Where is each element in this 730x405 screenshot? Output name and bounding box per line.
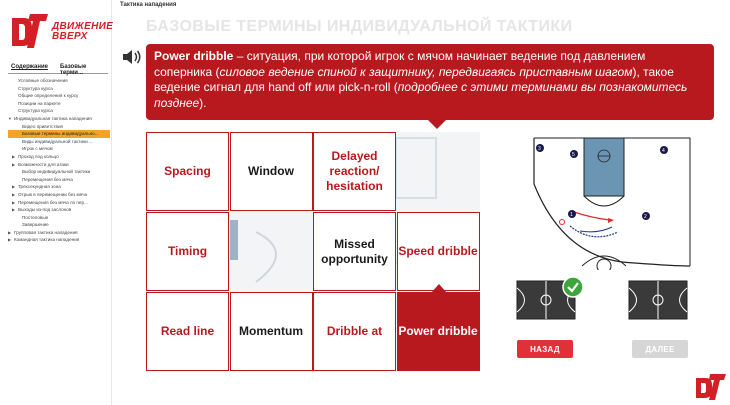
toc-item[interactable] <box>8 176 110 184</box>
player-3-label: 3 <box>538 146 541 152</box>
term-card-label: Delayed reaction/ hesitation <box>326 149 383 193</box>
sidebar-tabs <box>8 62 108 74</box>
term-card-label: Timing <box>167 244 208 258</box>
toc-item-label: Групповая тактика нападения <box>14 229 78 235</box>
chevron-right-icon[interactable]: ▶ <box>8 237 12 243</box>
toc-item-label: Условные обозначения <box>18 78 68 83</box>
toc-item[interactable] <box>8 92 110 100</box>
toc-item-label: Отрыв в перемещении без мяча <box>18 191 88 197</box>
toc-item[interactable] <box>8 138 110 146</box>
player-2-label: 2 <box>644 214 647 220</box>
callout-italic-1: силовое ведение спиной к защитнику, передвигаясь приставным шагом <box>219 64 633 79</box>
toc-item-label: Структура курса <box>18 85 53 91</box>
toc-item-label: Проход под кольцо <box>18 153 59 159</box>
toc-item-label: Индивидуальная тактика нападения <box>14 115 92 121</box>
term-card-label: Dribble at <box>326 324 383 338</box>
toc-item-label: Завершение <box>22 222 49 228</box>
term-card[interactable] <box>313 212 396 291</box>
toc-item[interactable] <box>8 221 110 229</box>
callout-text-1: – ситуация, при которой игрок с мячом начинает ведение под давлением соперника ( <box>154 49 646 79</box>
toc-item[interactable] <box>8 107 110 115</box>
definition-callout <box>146 44 714 120</box>
top-bar <box>112 0 730 12</box>
toc-item-label: Позиции на паркете <box>18 100 61 106</box>
callout-pointer <box>427 119 447 129</box>
table-of-contents <box>8 77 110 244</box>
toc-item[interactable] <box>8 115 110 123</box>
term-card-label: Read line <box>160 324 215 338</box>
term-card-label: Speed dribble <box>398 244 478 258</box>
toc-item-label: Выходы из-под заслонов <box>18 207 72 213</box>
toc-item-label: Перемещения без мяча <box>22 176 73 182</box>
check-icon <box>562 276 584 298</box>
toc-item-label: Структура курса <box>18 108 53 114</box>
term-card-label: Power dribble <box>398 324 478 338</box>
toc-item-label: Возможности для атаки <box>18 161 69 167</box>
chevron-right-icon[interactable]: ▶ <box>8 229 12 235</box>
chevron-right-icon[interactable]: ▶ <box>12 207 16 213</box>
toc-item[interactable] <box>8 161 110 169</box>
next-button[interactable]: ДАЛЕЕ <box>632 340 688 358</box>
logo-text-line2: ВВЕРХ <box>52 31 88 42</box>
chevron-right-icon[interactable]: ▶ <box>12 184 16 190</box>
toc-item[interactable] <box>8 123 110 131</box>
chevron-right-icon[interactable]: ▶ <box>12 153 16 159</box>
toc-item[interactable] <box>8 191 110 199</box>
toc-item[interactable] <box>8 183 110 191</box>
player-4-label: 4 <box>662 148 665 154</box>
toc-item[interactable] <box>8 130 110 138</box>
breadcrumb: Тактика нападения <box>120 2 177 8</box>
callout-term: Power dribble <box>154 49 234 63</box>
toc-item[interactable] <box>8 145 110 153</box>
toc-item[interactable] <box>8 206 110 214</box>
toc-item[interactable] <box>8 85 110 93</box>
toc-item-label: Выбор индивидуальной тактики <box>22 169 91 175</box>
toc-item-label: Общие определения к курсу <box>18 93 79 99</box>
back-button[interactable]: НАЗАД <box>517 340 573 358</box>
toc-item[interactable] <box>8 168 110 176</box>
logo-text-line1: ДВИЖЕНИЕ <box>52 21 114 32</box>
toc-item[interactable] <box>8 153 110 161</box>
callout-italic-2: подробнее с этими терминами вы познакомитесь позднее <box>154 80 688 110</box>
court-thumbnail-next[interactable] <box>628 280 688 320</box>
toc-item[interactable] <box>8 236 110 244</box>
term-grid <box>146 132 480 372</box>
toc-item[interactable] <box>8 229 110 237</box>
bottom-logo-icon <box>694 372 728 402</box>
toc-item-label: Базовые термины индивидуально... <box>22 131 99 137</box>
callout-text-3: ). <box>199 95 207 110</box>
term-card[interactable] <box>313 292 396 371</box>
toc-item-label: Видео приветствия <box>22 123 64 129</box>
page-title: БАЗОВЫЕ ТЕРМИНЫ ИНДИВИДУАЛЬНОЙ ТАКТИКИ <box>146 18 573 35</box>
tab-contents[interactable]: Содержание <box>11 64 48 70</box>
toc-item-label: Виды индивидуальной тактики ... <box>22 138 93 144</box>
grid-cell-empty <box>230 212 313 291</box>
tab-basic-terms[interactable]: Базовые терми... <box>60 64 87 76</box>
term-card[interactable] <box>146 292 229 371</box>
chevron-right-icon[interactable]: ▶ <box>12 161 16 167</box>
term-card[interactable] <box>146 212 229 291</box>
term-card[interactable] <box>397 212 480 291</box>
toc-item-label: Трехсекундная зона <box>18 184 61 190</box>
logo <box>8 8 114 54</box>
grid-cell-empty <box>397 132 480 211</box>
term-card-label: Spacing <box>164 164 211 178</box>
term-card-label: Missed opportunity <box>321 236 388 266</box>
term-card[interactable] <box>397 292 480 371</box>
logo-mark-icon <box>10 12 50 50</box>
term-card-label: Momentum <box>239 324 303 338</box>
speaker-icon[interactable] <box>121 48 143 66</box>
callout-text-2: ), такое ведение сигнал для hand off или pick-n-roll ( <box>154 64 674 94</box>
toc-item[interactable] <box>8 100 110 108</box>
toc-item-label: Командная тактика нападения <box>14 237 80 243</box>
term-card-label: Window <box>248 164 294 178</box>
toc-item-label: Перемещения без мяча по пер... <box>18 199 88 205</box>
term-card[interactable] <box>230 132 313 211</box>
chevron-right-icon[interactable]: ▶ <box>12 199 16 205</box>
toc-item-label: Игрок с мячом <box>22 146 53 152</box>
selected-card-pointer <box>431 284 447 293</box>
chevron-down-icon[interactable]: ▼ <box>8 115 12 121</box>
play-diagram <box>522 134 702 270</box>
term-card[interactable] <box>313 132 396 211</box>
term-card[interactable] <box>230 292 313 371</box>
chevron-right-icon[interactable]: ▶ <box>12 191 16 197</box>
player-5-label: 5 <box>572 152 575 158</box>
toc-item-label: Постеловые <box>22 214 49 220</box>
toc-item[interactable] <box>8 199 110 207</box>
player-1-label: 1 <box>570 212 573 218</box>
term-card[interactable] <box>146 132 229 211</box>
toc-item[interactable] <box>8 77 110 85</box>
sidebar <box>0 0 112 405</box>
toc-item[interactable] <box>8 214 110 222</box>
